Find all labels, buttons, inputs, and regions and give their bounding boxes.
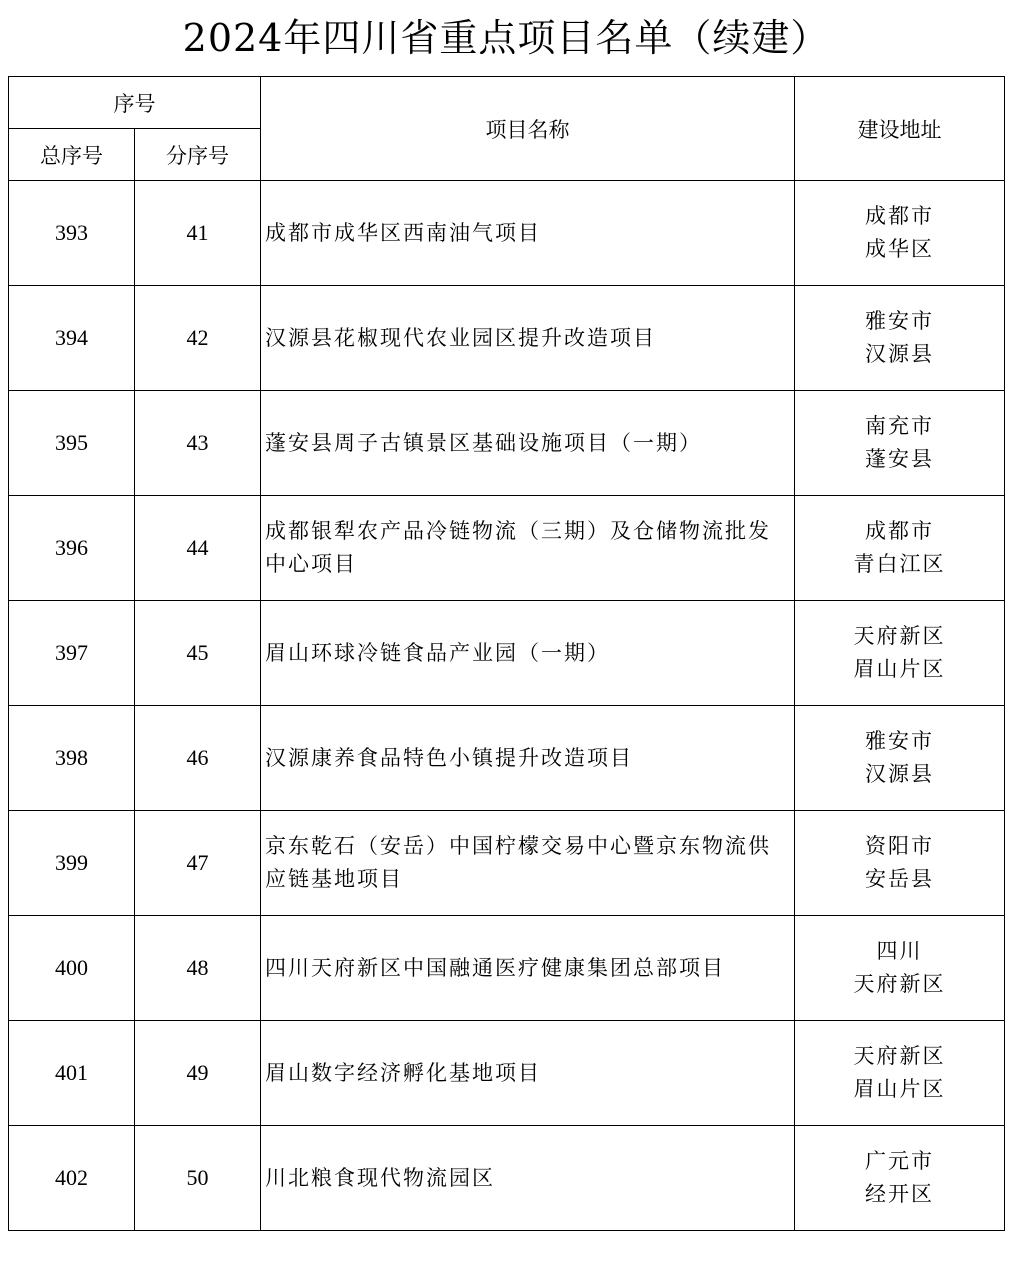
project-name-cell: 京东乾石（安岳）中国柠檬交易中心暨京东物流供应链基地项目 [261, 811, 795, 916]
header-seq-group: 序号 [9, 77, 261, 129]
header-total-seq: 总序号 [9, 129, 135, 181]
sub-seq-cell: 42 [135, 286, 261, 391]
header-location: 建设地址 [795, 77, 1005, 181]
location-cell [795, 1021, 1005, 1126]
table-body [9, 181, 1005, 1231]
location-cell [795, 286, 1005, 391]
total-seq-cell: 398 [9, 706, 135, 811]
sub-seq-cell: 45 [135, 601, 261, 706]
location-cell [795, 601, 1005, 706]
table-row [9, 1021, 1005, 1126]
header-sub-seq: 分序号 [135, 129, 261, 181]
sub-seq-cell: 50 [135, 1126, 261, 1231]
project-table [8, 76, 1005, 1231]
sub-seq-cell: 43 [135, 391, 261, 496]
table-row [9, 811, 1005, 916]
location-line-2: 蓬安县 [865, 447, 934, 471]
table-row [9, 496, 1005, 601]
location-cell [795, 811, 1005, 916]
sub-seq-cell: 47 [135, 811, 261, 916]
total-seq-cell: 399 [9, 811, 135, 916]
total-seq-cell: 397 [9, 601, 135, 706]
project-name-cell: 眉山环球冷链食品产业园（一期） [261, 601, 795, 706]
location-line-1: 成都市 [865, 204, 934, 228]
location-cell [795, 496, 1005, 601]
project-name-cell: 成都市成华区西南油气项目 [261, 181, 795, 286]
table-row [9, 916, 1005, 1021]
page-title: 2024年四川省重点项目名单（续建） [182, 16, 830, 60]
location-line-1: 南充市 [865, 414, 934, 438]
location-cell [795, 181, 1005, 286]
location-cell [795, 391, 1005, 496]
location-line-2: 青白江区 [853, 552, 946, 576]
project-name-cell: 汉源康养食品特色小镇提升改造项目 [261, 706, 795, 811]
table-row [9, 181, 1005, 286]
sub-seq-cell: 48 [135, 916, 261, 1021]
location-line-2: 眉山片区 [853, 657, 946, 681]
total-seq-cell: 395 [9, 391, 135, 496]
location-cell [795, 1126, 1005, 1231]
project-name-cell: 四川天府新区中国融通医疗健康集团总部项目 [261, 916, 795, 1021]
location-line-1: 天府新区 [853, 624, 946, 648]
project-name-cell: 眉山数字经济孵化基地项目 [261, 1021, 795, 1126]
location-line-1: 资阳市 [865, 834, 934, 858]
location-cell [795, 916, 1005, 1021]
location-line-1: 成都市 [865, 519, 934, 543]
table-header [9, 77, 1005, 181]
total-seq-cell: 400 [9, 916, 135, 1021]
location-line-1: 雅安市 [865, 309, 934, 333]
total-seq-cell: 396 [9, 496, 135, 601]
table-row [9, 286, 1005, 391]
location-line-1: 雅安市 [865, 729, 934, 753]
location-line-2: 汉源县 [865, 762, 934, 786]
location-line-1: 四川 [876, 939, 923, 963]
project-name-cell: 川北粮食现代物流园区 [261, 1126, 795, 1231]
sub-seq-cell: 41 [135, 181, 261, 286]
sub-seq-cell: 49 [135, 1021, 261, 1126]
project-name-cell: 蓬安县周子古镇景区基础设施项目（一期） [261, 391, 795, 496]
table-row [9, 706, 1005, 811]
header-project-name: 项目名称 [261, 77, 795, 181]
total-seq-cell: 393 [9, 181, 135, 286]
sub-seq-cell: 46 [135, 706, 261, 811]
total-seq-cell: 402 [9, 1126, 135, 1231]
location-line-1: 广元市 [865, 1149, 934, 1173]
sub-seq-cell: 44 [135, 496, 261, 601]
table-row [9, 601, 1005, 706]
total-seq-cell: 401 [9, 1021, 135, 1126]
project-name-cell: 汉源县花椒现代农业园区提升改造项目 [261, 286, 795, 391]
table-row [9, 1126, 1005, 1231]
location-line-2: 成华区 [865, 237, 934, 261]
location-line-1: 天府新区 [853, 1044, 946, 1068]
location-line-2: 天府新区 [853, 972, 946, 996]
location-line-2: 安岳县 [865, 867, 934, 891]
location-line-2: 汉源县 [865, 342, 934, 366]
location-line-2: 经开区 [865, 1182, 934, 1206]
table-row [9, 391, 1005, 496]
location-line-2: 眉山片区 [853, 1077, 946, 1101]
project-name-cell: 成都银犁农产品冷链物流（三期）及仓储物流批发中心项目 [261, 496, 795, 601]
location-cell [795, 706, 1005, 811]
total-seq-cell: 394 [9, 286, 135, 391]
